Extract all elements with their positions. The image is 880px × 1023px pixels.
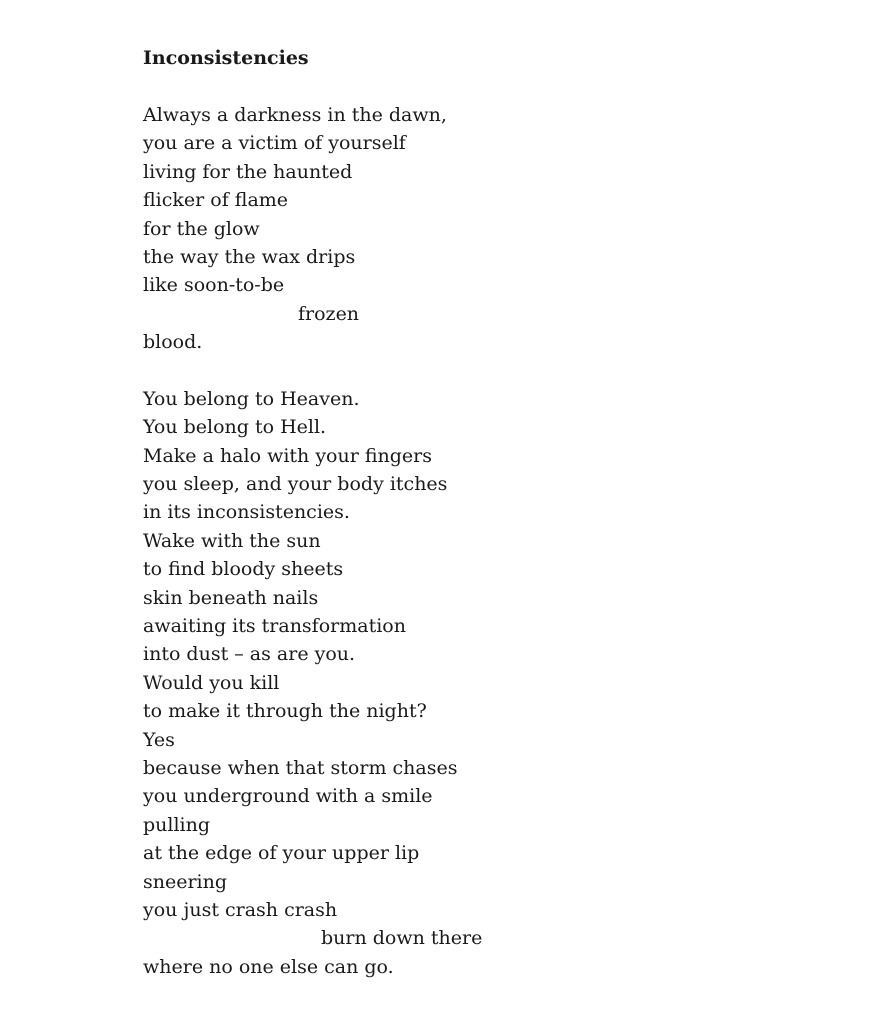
- poem-line-indented: frozen: [298, 302, 360, 325]
- poem-line: You belong to Heaven.: [143, 387, 360, 410]
- poem-line: sneering: [143, 870, 228, 893]
- poem-line: pulling: [143, 813, 211, 836]
- poem-line: at the edge of your upper lip: [143, 842, 420, 865]
- poem-line: awaiting its transformation: [143, 615, 406, 638]
- poem-line: like soon-to-be: [143, 274, 285, 297]
- poem-line: the way the wax drips: [143, 245, 356, 268]
- poem-line: you are a victim of yourself: [143, 132, 406, 155]
- poem-line-indented: burn down there: [321, 927, 483, 950]
- poem-line: flicker of flame: [143, 189, 289, 212]
- poem-line: Would you kill: [143, 671, 280, 694]
- stanza-2: [143, 385, 703, 981]
- poem-line: living for the haunted: [143, 160, 353, 183]
- poem-line: to make it through the night?: [143, 700, 427, 723]
- stanza-1: [143, 101, 703, 357]
- poem-line: you just crash crash: [143, 898, 338, 921]
- poem-line: Always a darkness in the dawn,: [143, 104, 447, 126]
- poem-line: for the glow: [143, 217, 260, 240]
- poem-line: where no one else can go.: [143, 955, 394, 978]
- poem-line: Wake with the sun: [143, 529, 321, 552]
- poem-line: in its inconsistencies.: [143, 501, 350, 524]
- poem-line: into dust – as are you.: [143, 643, 356, 666]
- poem-line: you sleep, and your body itches: [143, 473, 448, 496]
- poem-title: Inconsistencies: [143, 47, 309, 69]
- poem-line: Yes: [143, 728, 175, 751]
- poem-line: You belong to Hell.: [143, 416, 327, 439]
- poem-line: to find bloody sheets: [143, 558, 344, 581]
- poem-line: skin beneath nails: [143, 586, 319, 609]
- poem-page: [143, 44, 703, 1010]
- poem-line: Make a halo with your fingers: [143, 444, 432, 467]
- poem-line: blood.: [143, 331, 203, 354]
- poem-line: because when that storm chases: [143, 756, 458, 779]
- poem-line: you underground with a smile: [143, 785, 433, 808]
